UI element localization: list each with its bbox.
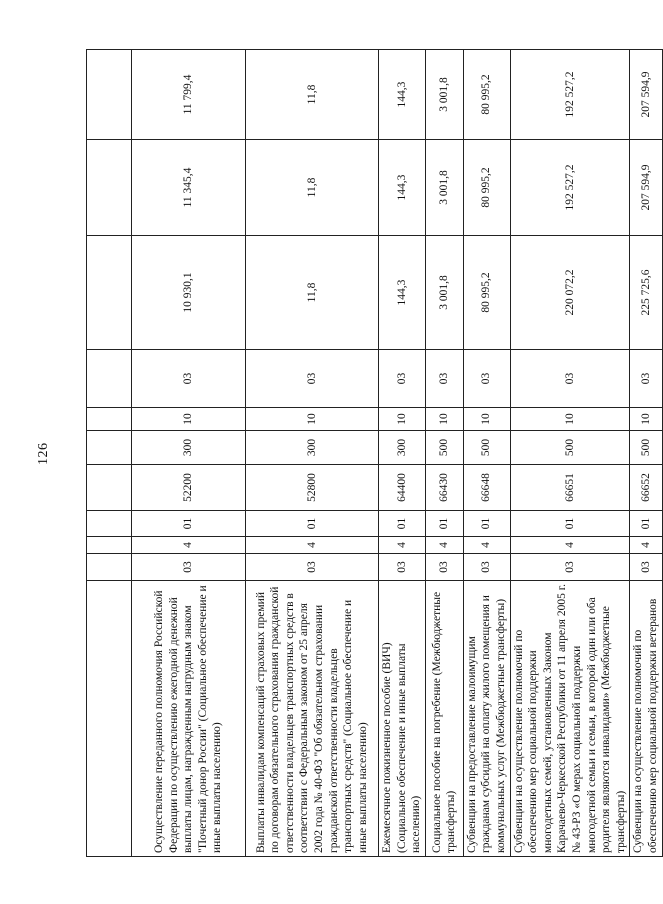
code-cell: 01: [379, 511, 426, 537]
table-body: [87, 50, 663, 857]
amount-cell: 207 594,9: [630, 50, 662, 140]
code-cell: 4: [132, 537, 246, 554]
code-cell: 03: [425, 554, 463, 581]
target-article-cell: 66648: [463, 465, 510, 511]
subsection-cell: 03: [246, 350, 379, 408]
amount-cell: 11 799,4: [132, 50, 246, 140]
table-row: [379, 50, 426, 857]
subsection-cell: 03: [630, 350, 662, 408]
expense-type-cell: [87, 431, 132, 465]
page-number: 126: [36, 442, 51, 465]
code-cell: [87, 511, 132, 537]
row-description: Ежемесячное пожизненное пособие (ВИЧ) (Социальное обеспечение и иные выплаты населению): [379, 581, 426, 857]
subsection-cell: 03: [510, 350, 630, 408]
amount-cell: 144,3: [379, 236, 426, 350]
expense-type-cell: 300: [132, 431, 246, 465]
amount-cell: 192 527,2: [510, 50, 630, 140]
code-cell: 4: [510, 537, 630, 554]
row-description: Выплаты инвалидам компенсаций страховых премий по договорам обязательного страхования гражданской ответственности владельцев транспортных средств в соответствии с Федеральным законом от 25 апреля 2002 года № 40-ФЗ "Об обязательном страховании гражданской ответственности владельцев транспортных средств" (Социальное обеспечение и иные выплаты населению): [246, 581, 379, 857]
table-row: [132, 50, 246, 857]
target-article-cell: 52200: [132, 465, 246, 511]
expense-type-cell: 500: [630, 431, 662, 465]
code-cell: 4: [425, 537, 463, 554]
code-cell: 4: [463, 537, 510, 554]
amount-cell: 80 995,2: [463, 140, 510, 236]
code-cell: 03: [132, 554, 246, 581]
subsection-cell: [87, 350, 132, 408]
expense-type-cell: 500: [510, 431, 630, 465]
expense-type-cell: 500: [425, 431, 463, 465]
target-article-cell: 64400: [379, 465, 426, 511]
code-cell: 03: [510, 554, 630, 581]
subsection-cell: 03: [463, 350, 510, 408]
table-row: [246, 50, 379, 857]
section-cell: 10: [379, 408, 426, 431]
amount-cell: 11,8: [246, 236, 379, 350]
table-row: [630, 50, 662, 857]
table-row: [425, 50, 463, 857]
amount-cell: 144,3: [379, 50, 426, 140]
section-cell: [87, 408, 132, 431]
section-cell: 10: [246, 408, 379, 431]
row-description: Субвенции на осуществление полномочий по обеспечению мер социальной поддержки ветеранов: [630, 581, 662, 857]
target-article-cell: 66652: [630, 465, 662, 511]
code-cell: 01: [132, 511, 246, 537]
amount-cell: [87, 50, 132, 140]
amount-cell: 80 995,2: [463, 50, 510, 140]
amount-cell: 207 594,9: [630, 140, 662, 236]
expense-type-cell: 500: [463, 431, 510, 465]
section-cell: 10: [630, 408, 662, 431]
rotated-table-wrapper: [86, 50, 659, 857]
code-cell: 4: [379, 537, 426, 554]
row-description: Субвенции на предоставление малоимущим гражданам субсидий на оплату жилого помещения и коммунальных услуг (Межбюджетные трансферты): [463, 581, 510, 857]
amount-cell: [87, 140, 132, 236]
amount-cell: 80 995,2: [463, 236, 510, 350]
code-cell: 03: [379, 554, 426, 581]
table-row: [463, 50, 510, 857]
budget-table: [86, 49, 663, 857]
subsection-cell: 03: [425, 350, 463, 408]
target-article-cell: [87, 465, 132, 511]
amount-cell: 225 725,6: [630, 236, 662, 350]
target-article-cell: 52800: [246, 465, 379, 511]
code-cell: 01: [425, 511, 463, 537]
amount-cell: 11,8: [246, 140, 379, 236]
amount-cell: 3 001,8: [425, 50, 463, 140]
table-row: [510, 50, 630, 857]
section-cell: 10: [425, 408, 463, 431]
expense-type-cell: 300: [246, 431, 379, 465]
code-cell: 01: [246, 511, 379, 537]
code-cell: 01: [630, 511, 662, 537]
expense-type-cell: 300: [379, 431, 426, 465]
code-cell: 03: [630, 554, 662, 581]
code-cell: [87, 554, 132, 581]
code-cell: 01: [463, 511, 510, 537]
amount-cell: 11 345,4: [132, 140, 246, 236]
section-cell: 10: [132, 408, 246, 431]
section-cell: 10: [510, 408, 630, 431]
section-cell: 10: [463, 408, 510, 431]
amount-cell: 10 930,1: [132, 236, 246, 350]
code-cell: [87, 537, 132, 554]
target-article-cell: 66430: [425, 465, 463, 511]
amount-cell: 3 001,8: [425, 236, 463, 350]
table-row: [87, 50, 132, 857]
target-article-cell: 66651: [510, 465, 630, 511]
amount-cell: 11,8: [246, 50, 379, 140]
amount-cell: [87, 236, 132, 350]
code-cell: 01: [510, 511, 630, 537]
row-description: Субвенции на осуществление полномочий по обеспечению мер социальной поддержки многодетных семей, установленных Законом Карачаево-Черкесской Республики от 11 апреля 2005 г. № 43-РЗ «О мерах социальной поддержки многодетной семьи и семьи, в которой один или оба родителя являются инвалидами» (Межбюджетные трансферты): [510, 581, 630, 857]
code-cell: 4: [630, 537, 662, 554]
row-description: Осуществление переданного полномочия Российской Федерации по осуществлению ежегодной денежной выплаты лицам, награжденным нагрудным знаком "Почетный донор России" (Социальное обеспечение и иные выплаты населению): [132, 581, 246, 857]
row-description: Социальное пособие на погребение (Межбюджетные трансферты): [425, 581, 463, 857]
subsection-cell: 03: [379, 350, 426, 408]
row-description: [87, 581, 132, 857]
amount-cell: 220 072,2: [510, 236, 630, 350]
code-cell: 03: [246, 554, 379, 581]
subsection-cell: 03: [132, 350, 246, 408]
code-cell: 03: [463, 554, 510, 581]
amount-cell: 192 527,2: [510, 140, 630, 236]
amount-cell: 144,3: [379, 140, 426, 236]
amount-cell: 3 001,8: [425, 140, 463, 236]
code-cell: 4: [246, 537, 379, 554]
